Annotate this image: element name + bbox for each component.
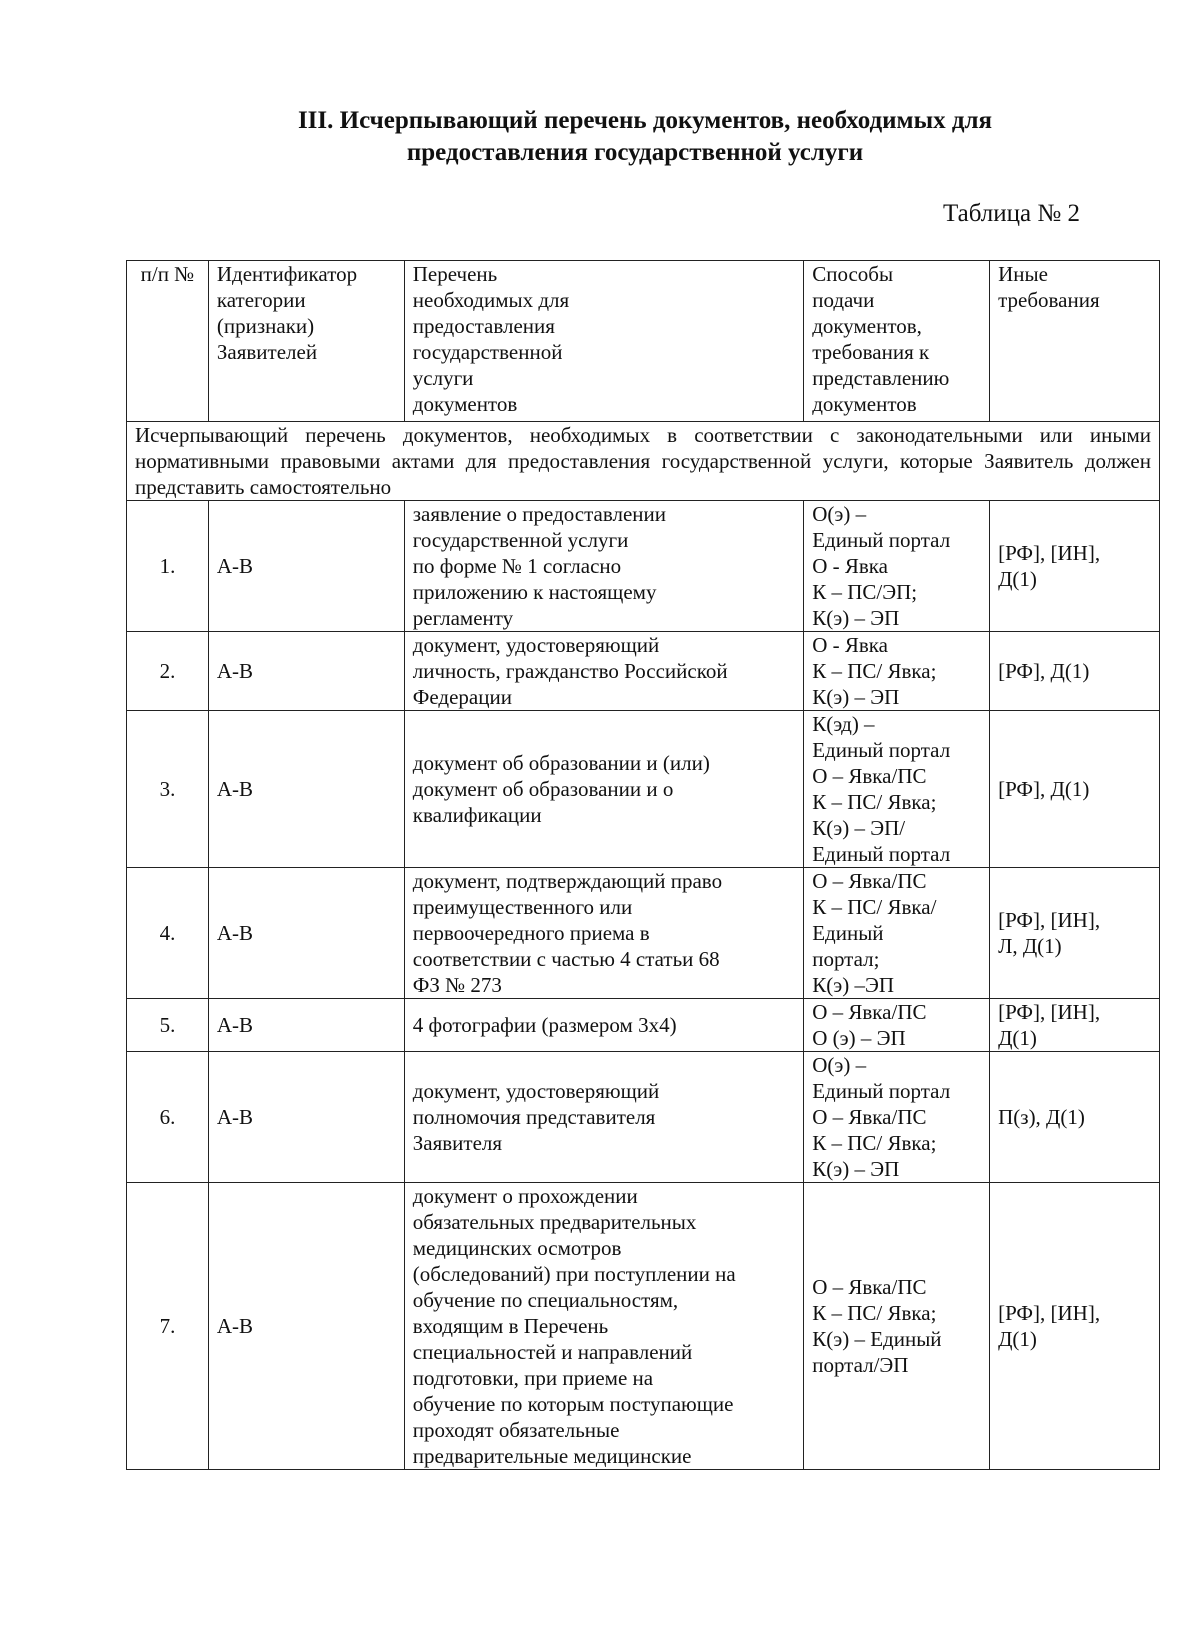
page-heading <box>0 105 1200 169</box>
text-line: государственной услуги <box>412 528 629 552</box>
text-line: полномочия представителя <box>412 1105 656 1129</box>
text-line: Единый <box>812 921 884 945</box>
text-line: Идентификатор <box>216 262 358 286</box>
text-line: (признаки) <box>216 314 315 338</box>
text-line: К(э) – ЭП <box>812 685 900 709</box>
text-line: Иные <box>998 262 1048 286</box>
text-line: преимущественного или <box>412 895 633 919</box>
text-line: специальностей и направлений <box>412 1340 693 1364</box>
row-methods <box>804 501 990 632</box>
row-requirements <box>990 632 1160 711</box>
text-line: обязательных предварительных <box>412 1210 697 1234</box>
text-line: входящим в Перечень <box>412 1314 609 1338</box>
text-line: подготовки, при приеме на <box>412 1366 654 1390</box>
section-title: Исчерпывающий перечень документов, необходимых в соответствии с законодательными или иными нормативными правовыми актами для предоставления государственной услуги, которые Заявитель должен представить самостоятельно <box>127 422 1160 501</box>
table-header-row <box>127 261 1160 422</box>
text-line: О(э) – <box>812 502 867 526</box>
documents-table <box>126 260 1160 1470</box>
text-line: квалификации <box>412 803 542 827</box>
text-line: документ, удостоверяющий <box>412 633 660 657</box>
text-line: К – ПС/ Явка/ <box>812 895 937 919</box>
text-line: 4 фотографии (размером 3х4) <box>412 1013 677 1037</box>
text-line: документ о прохождении <box>412 1184 638 1208</box>
text-line: Единый портал <box>812 842 951 866</box>
text-line: Д(1) <box>998 1026 1037 1050</box>
text-line: О - Явка <box>812 554 888 578</box>
row-methods <box>804 632 990 711</box>
table-row <box>127 1183 1160 1470</box>
text-line: К(э) – ЭП <box>812 606 900 630</box>
text-line: Д(1) <box>998 1327 1037 1351</box>
row-requirements <box>990 1183 1160 1470</box>
row-requirements <box>990 501 1160 632</box>
text-line: О – Явка/ПС <box>812 1000 927 1024</box>
text-line: предварительные медицинские <box>412 1444 692 1468</box>
text-line: регламенту <box>412 606 514 630</box>
text-line: К – ПС/ Явка; <box>812 659 937 683</box>
row-document <box>404 1052 803 1183</box>
text-line: по форме № 1 согласно <box>412 554 622 578</box>
row-number: 4. <box>127 868 209 999</box>
text-line: документ об образовании и (или) <box>412 751 710 775</box>
header-other <box>990 261 1160 422</box>
text-line: государственной <box>412 340 563 364</box>
row-document <box>404 999 803 1052</box>
text-line: документ об образовании и о <box>412 777 674 801</box>
text-line: К(э) –ЭП <box>812 973 894 997</box>
text-line: О – Явка/ПС <box>812 869 927 893</box>
text-line: К – ПС/ Явка; <box>812 1131 937 1155</box>
text-line: документов, <box>812 314 922 338</box>
text-line: обучение по специальностям, <box>412 1288 679 1312</box>
text-line: предоставления <box>412 314 555 338</box>
text-line: портал; <box>812 947 880 971</box>
row-category: А-В <box>208 632 404 711</box>
table-row <box>127 501 1160 632</box>
text-line: документ, подтверждающий право <box>412 869 723 893</box>
text-line: Л, Д(1) <box>998 934 1062 958</box>
row-category: А-В <box>208 501 404 632</box>
section-row <box>127 422 1160 501</box>
row-methods <box>804 868 990 999</box>
text-line: [РФ], Д(1) <box>998 659 1090 683</box>
row-category: А-В <box>208 711 404 868</box>
row-methods <box>804 711 990 868</box>
heading-line-1: III. Исчерпывающий перечень документов, необходимых для <box>297 107 993 134</box>
text-line: П(з), Д(1) <box>998 1105 1085 1129</box>
text-line: необходимых для <box>412 288 570 312</box>
row-requirements <box>990 711 1160 868</box>
text-line: Единый портал <box>812 738 951 762</box>
text-line: О - Явка <box>812 633 888 657</box>
text-line: требования к <box>812 340 930 364</box>
text-line: документов <box>412 392 518 416</box>
table-label: Таблица № 2 <box>942 200 1080 227</box>
row-methods <box>804 1183 990 1470</box>
text-line: портал/ЭП <box>812 1353 909 1377</box>
row-requirements <box>990 1052 1160 1183</box>
text-line: К – ПС/ Явка; <box>812 1301 937 1325</box>
text-line: О – Явка/ПС <box>812 1275 927 1299</box>
row-number: 5. <box>127 999 209 1052</box>
text-line: документов <box>812 392 917 416</box>
text-line: К – ПС/ Явка; <box>812 790 937 814</box>
text-line: [РФ], [ИН], <box>998 1301 1101 1325</box>
text-line: К – ПС/ЭП; <box>812 580 918 604</box>
text-line: К(э) – ЭП <box>812 1157 900 1181</box>
text-line: категории <box>216 288 306 312</box>
heading-line-2: предоставления государственной услуги <box>406 139 864 166</box>
row-document <box>404 1183 803 1470</box>
header-methods <box>804 261 990 422</box>
text-line: [РФ], [ИН], <box>998 541 1101 565</box>
row-document <box>404 632 803 711</box>
text-line: К(э) – Единый <box>812 1327 942 1351</box>
text-line: Способы <box>812 262 894 286</box>
text-line: документ, удостоверяющий <box>412 1079 660 1103</box>
text-line: заявление о предоставлении <box>412 502 666 526</box>
row-document <box>404 868 803 999</box>
row-methods <box>804 999 990 1052</box>
row-number: 1. <box>127 501 209 632</box>
text-line: ФЗ № 273 <box>412 973 502 997</box>
table-row <box>127 999 1160 1052</box>
row-number: 7. <box>127 1183 209 1470</box>
row-requirements <box>990 999 1160 1052</box>
row-number: 6. <box>127 1052 209 1183</box>
row-category: А-В <box>208 999 404 1052</box>
text-line: (обследований) при поступлении на <box>412 1262 736 1286</box>
text-line: [РФ], [ИН], <box>998 1000 1101 1024</box>
row-number: 2. <box>127 632 209 711</box>
text-line: проходят обязательные <box>412 1418 620 1442</box>
text-line: О – Явка/ПС <box>812 1105 927 1129</box>
table-row <box>127 632 1160 711</box>
text-line: О (э) – ЭП <box>812 1026 906 1050</box>
text-line: приложению к настоящему <box>412 580 657 604</box>
table-row <box>127 868 1160 999</box>
header-category <box>208 261 404 422</box>
text-line: представлению <box>812 366 950 390</box>
text-line: Единый портал <box>812 1079 951 1103</box>
row-number: 3. <box>127 711 209 868</box>
text-line: К(эд) – <box>812 712 875 736</box>
text-line: Заявителя <box>412 1131 503 1155</box>
text-line: медицинских осмотров <box>412 1236 622 1260</box>
row-methods <box>804 1052 990 1183</box>
text-line: соответствии с частью 4 статьи 68 <box>412 947 720 971</box>
text-line: Федерации <box>412 685 512 709</box>
text-line: [РФ], Д(1) <box>998 777 1090 801</box>
table-row <box>127 1052 1160 1183</box>
text-line: [РФ], [ИН], <box>998 908 1101 932</box>
header-num: п/п № <box>127 261 209 422</box>
text-line: Заявителей <box>216 340 318 364</box>
row-category: А-В <box>208 1052 404 1183</box>
table-row <box>127 711 1160 868</box>
text-line: личность, гражданство Российской <box>412 659 728 683</box>
row-category: А-В <box>208 868 404 999</box>
text-line: Единый портал <box>812 528 951 552</box>
row-requirements <box>990 868 1160 999</box>
text-line: подачи <box>812 288 875 312</box>
text-line: первоочередного приема в <box>412 921 650 945</box>
text-line: О(э) – <box>812 1053 867 1077</box>
header-documents <box>404 261 803 422</box>
text-line: Д(1) <box>998 567 1037 591</box>
row-document <box>404 711 803 868</box>
text-line: О – Явка/ПС <box>812 764 927 788</box>
text-line: обучение по которым поступающие <box>412 1392 734 1416</box>
text-line: К(э) – ЭП/ <box>812 816 906 840</box>
text-line: Перечень <box>412 262 498 286</box>
text-line: требования <box>998 288 1100 312</box>
row-document <box>404 501 803 632</box>
text-line: услуги <box>412 366 474 390</box>
row-category: А-В <box>208 1183 404 1470</box>
